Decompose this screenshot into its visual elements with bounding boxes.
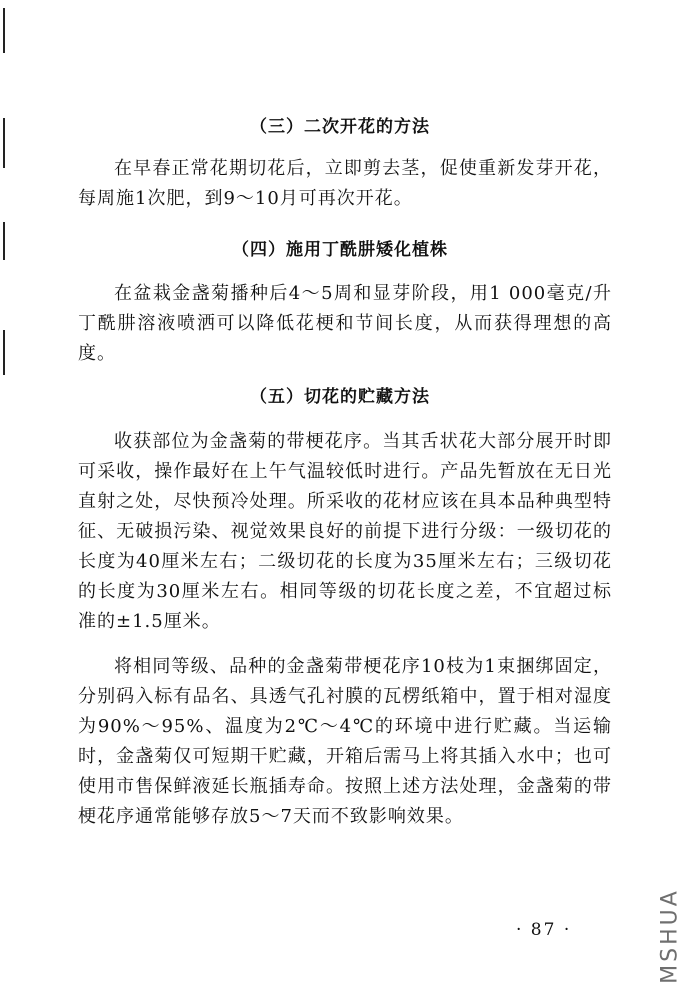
paragraph: 收获部位为金盏菊的带梗花序。当其舌状花大部分展开时即可采收，操作最好在上午气温较低时进行。产品先暂放在无日光直射之处，尽快预冷处理。所采收的花材应该在具本品种典型特征、无破损污染、视觉效果良好的前提下进行分级：一级切花的长度为40厘米左右；二级切花的长度为35厘米左右；三级切花的长度为30厘米左右。相同等级的切花长度之差，不宜超过标准的±1.5厘米。 [78,431,612,632]
paragraph: 在早春正常花期切花后，立即剪去茎，促使重新发芽开花，每周施1次肥，到9～10月可再次开花。 [78,158,612,209]
page-number: · 87 · [516,920,572,940]
scan-edge-line [3,8,5,53]
watermark-text: MSHUA [658,888,682,984]
section-heading-4: （四）施用丁酰肼矮化植株 [232,240,448,260]
scan-edge-line [3,118,5,168]
section-heading-5: （五）切花的贮藏方法 [250,387,430,407]
watermark [658,880,682,992]
scan-edge-line [3,222,5,260]
section-heading-3: （三）二次开花的方法 [250,117,430,137]
paragraph: 将相同等级、品种的金盏菊带梗花序10枝为1束捆绑固定，分别码入标有品名、具透气孔衬膜的瓦楞纸箱中，置于相对湿度为90%～95%、温度为2℃～4℃的环境中进行贮藏。当运输时，金盏菊仅可短期干贮藏，开箱后需马上将其插入水中；也可使用市售保鲜液延长瓶插寿命。按照上述方法处理，金盏菊的带梗花序通常能够存放5～7天而不致影响效果。 [78,656,612,827]
scan-edge-line [3,330,5,375]
paragraph: 在盆栽金盏菊播种后4～5周和显芽阶段，用1 000毫克/升丁酰肼溶液喷洒可以降低花梗和节间长度，从而获得理想的高度。 [78,283,612,364]
